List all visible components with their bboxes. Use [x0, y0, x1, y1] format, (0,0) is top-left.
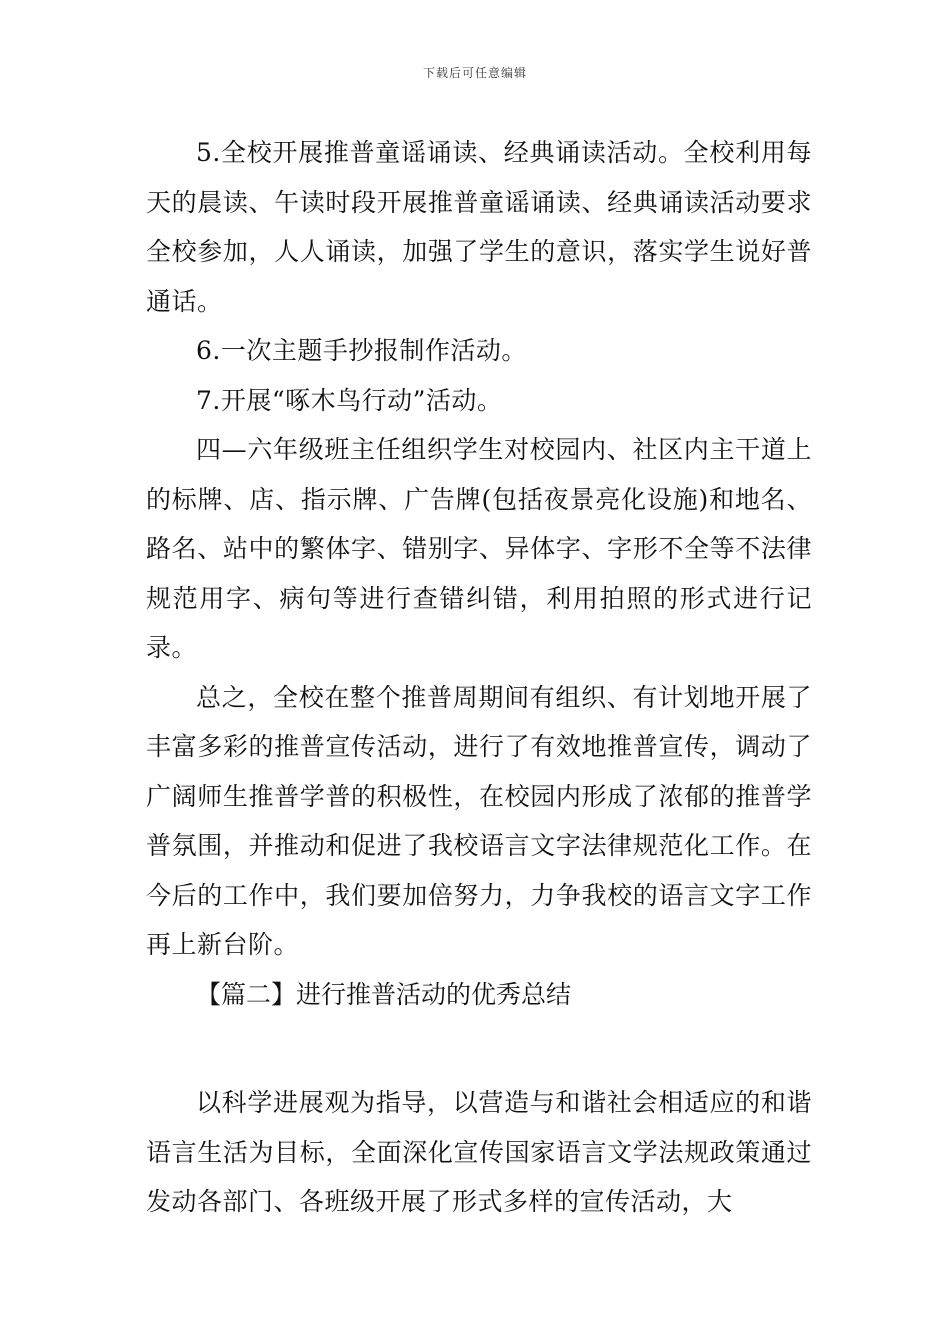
page-header: 下载后可任意编辑: [422, 66, 527, 80]
paragraph-woodpecker-details: 四—六年级班主任组织学生对校园内、社区内主干道上的标牌、店、指示牌、广告牌(包括夜景亮化设施)和地名、路名、站中的繁体字、错别字、异体字、字形不全等不法律规范用字、病句等进行查错纠错，利用拍照的形式进行记录。: [146, 435, 812, 662]
paragraph-item-6: 6.一次主题手抄报制作活动。: [196, 336, 527, 365]
section-heading: 【篇二】进行推普活动的优秀总结: [196, 979, 572, 1009]
paragraph-section-two-intro: 以科学进展观为指导，以营造与和谐社会相适应的和谐语言生活为目标，全面深化宣传国家语言文学法规政策通过发动各部门、各班级开展了形式多样的宣传活动，大: [146, 1088, 812, 1216]
document-body: [146, 128, 812, 1227]
section-spacer: [146, 1019, 812, 1078]
paragraph-conclusion: 总之，全校在整个推普周期间有组织、有计划地开展了丰富多彩的推普宣传活动，进行了有效地推普宣传，调动了广阔师生推普学普的积极性，在校园内形成了浓郁的推普学普氛围，并推动和促进了我校语言文字法律规范化工作。在今后的工作中，我们要加倍努力，力争我校的语言文字工作再上新台阶。: [146, 682, 812, 959]
paragraph-item-7: 7.开展“啄木鸟行动”活动。: [196, 385, 503, 415]
paragraph-item-5: 5.全校开展推普童谣诵读、经典诵读活动。全校利用每天的晨读、午读时段开展推普童谣诵读、经典诵读活动要求全校参加，人人诵读，加强了学生的意识，落实学生说好普通话。: [146, 138, 812, 316]
